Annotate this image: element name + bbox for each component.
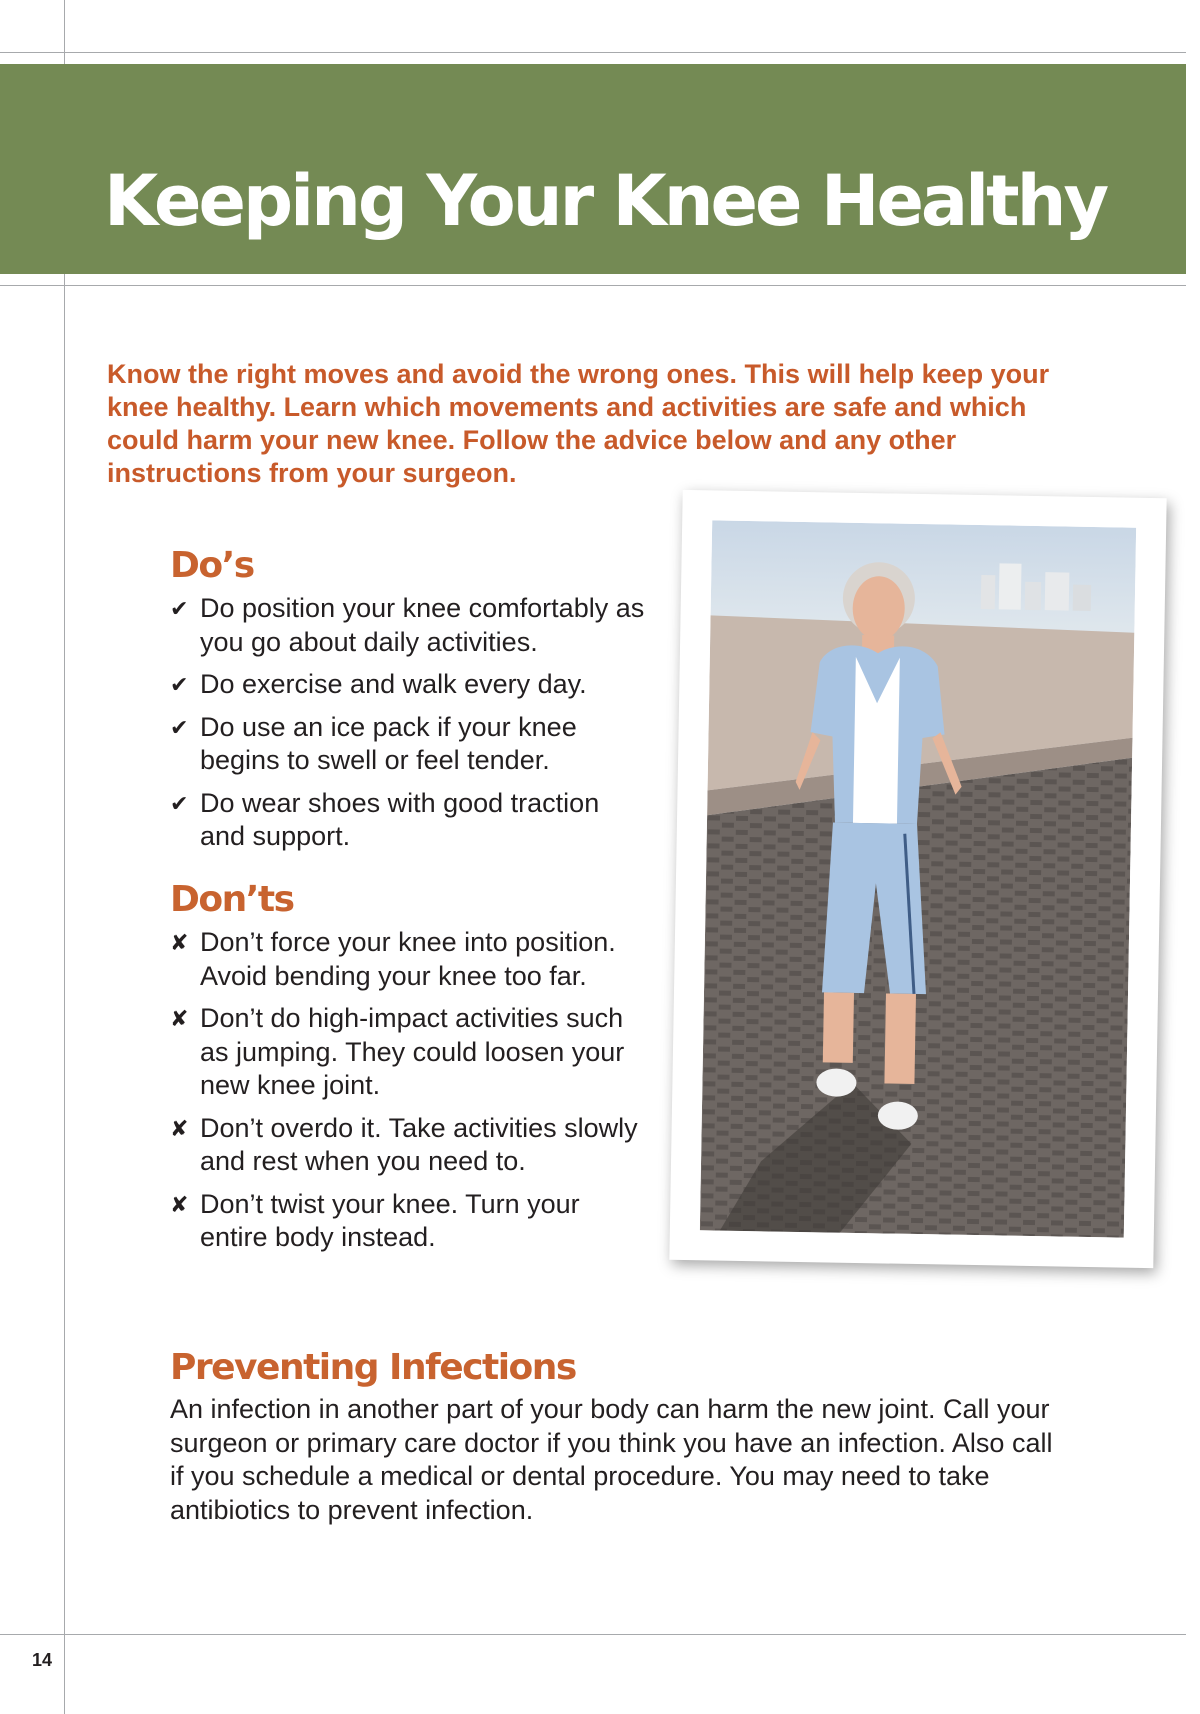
list-item-text: Don’t overdo it. Take activities slowly and rest when you need to. xyxy=(200,1112,638,1176)
cross-icon: ✘ xyxy=(170,1006,189,1031)
check-icon: ✔ xyxy=(170,714,189,740)
list-item xyxy=(170,1002,650,1103)
list-item xyxy=(170,1188,650,1255)
donts-heading: Don’ts xyxy=(170,879,294,920)
rule-top xyxy=(0,52,1186,53)
infections-heading: Preventing Infections xyxy=(170,1347,576,1388)
check-icon: ✔ xyxy=(170,596,189,621)
list-item xyxy=(170,926,650,993)
donts-list xyxy=(170,926,650,1264)
list-item-text: Do use an ice pack if your knee begins to swell or feel tender. xyxy=(200,711,577,775)
infections-paragraph: An infection in another part of your body can harm the new joint. Call your surgeon or primary care doctor if you think you have an infection. Also call if you schedule a medical or dental procedure. You may need to take antibiotics to prevent infection. xyxy=(170,1394,1053,1525)
walking-woman-photo xyxy=(669,490,1166,1268)
list-item-text: Do position your knee comfortably as you go about daily activities. xyxy=(200,593,645,657)
dos-heading: Do’s xyxy=(170,545,254,586)
dos-list xyxy=(170,592,650,863)
photo-illustration xyxy=(700,520,1136,1237)
list-item xyxy=(170,711,650,778)
intro-paragraph: Know the right moves and avoid the wrong ones. This will help keep your knee healthy. Learn which movements and activities are safe and which could harm your new knee. Follow the advice below and any other instructions from your surgeon. xyxy=(107,359,1050,488)
page-title: Keeping Your Knee Healthy xyxy=(104,160,1107,242)
cross-icon: ✘ xyxy=(170,1115,189,1141)
page-number: 14 xyxy=(32,1650,53,1670)
list-item xyxy=(170,592,650,659)
list-item xyxy=(170,668,650,702)
list-item xyxy=(170,787,650,854)
rule-footer xyxy=(0,1634,1186,1635)
list-item-text: Don’t force your knee into position. Avoid bending your knee too far. xyxy=(200,927,616,991)
list-item-text: Don’t twist your knee. Turn your entire body instead. xyxy=(200,1188,580,1252)
list-item-text: Do exercise and walk every day. xyxy=(200,669,587,699)
cross-icon: ✘ xyxy=(170,1191,189,1217)
check-icon: ✔ xyxy=(170,790,189,816)
list-item-text: Don’t do high-impact activities such as jumping. They could loosen your new knee joint. xyxy=(200,1003,625,1100)
rule-under-banner xyxy=(0,285,1186,286)
cross-icon: ✘ xyxy=(170,930,189,955)
list-item xyxy=(170,1112,650,1179)
check-icon: ✔ xyxy=(170,672,189,697)
list-item-text: Do wear shoes with good traction and support. xyxy=(200,787,600,851)
